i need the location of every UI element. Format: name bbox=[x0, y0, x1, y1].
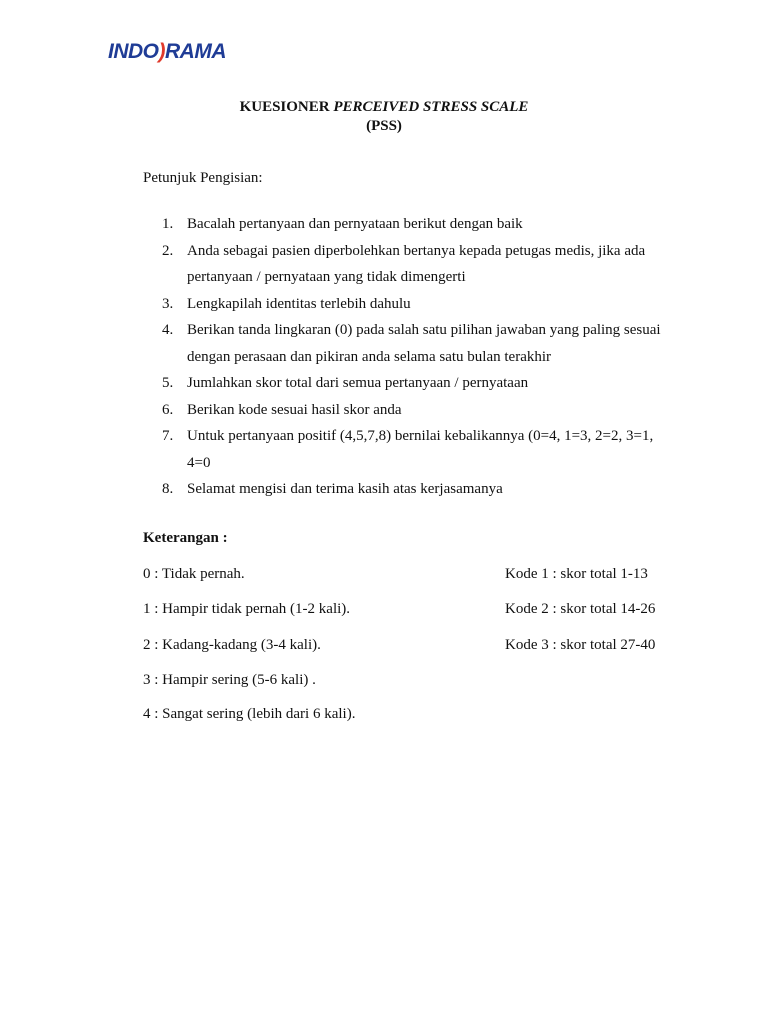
list-item-text: Anda sebagai pasien diperbolehkan bertanya kepada petugas medis, jika ada pertanyaan / pernyataan yang tidak dimengerti bbox=[187, 242, 646, 285]
list-item bbox=[162, 291, 662, 318]
list-item-text: Untuk pertanyaan positif (4,5,7,8) bernilai kebalikannya (0=4, 1=3, 2=2, 3=1, 4=0 bbox=[187, 428, 654, 471]
list-item-number: 8. bbox=[162, 481, 174, 497]
score-code: Kode 2 : skor total 14-26 bbox=[505, 601, 656, 617]
list-item-text: Jumlahkan skor total dari semua pertanyaan / pernyataan bbox=[187, 375, 529, 391]
list-item-text: Bacalah pertanyaan dan pernyataan berikut dengan baik bbox=[187, 216, 523, 232]
list-item bbox=[162, 476, 662, 503]
logo-text-right: RAMA bbox=[165, 40, 226, 63]
list-item-number: 5. bbox=[162, 375, 174, 391]
list-item-number: 7. bbox=[162, 428, 174, 444]
title-prefix: KUESIONER bbox=[239, 99, 334, 115]
title-italic: PERCEIVED STRESS SCALE bbox=[333, 99, 529, 115]
list-item-text: Berikan tanda lingkaran (0) pada salah satu pilihan jawaban yang paling sesuai dengan perasaan dan pikiran anda selama satu bulan terakhir bbox=[187, 322, 661, 365]
instructions-heading: Petunjuk Pengisian: bbox=[143, 170, 263, 186]
scale-item: 0 : Tidak pernah. bbox=[143, 566, 245, 582]
list-item-number: 6. bbox=[162, 401, 174, 418]
score-code: Kode 3 : skor total 27-40 bbox=[505, 637, 656, 653]
scale-item: 2 : Kadang-kadang (3-4 kali). bbox=[143, 637, 321, 653]
title-subtitle: (PSS) bbox=[366, 118, 402, 134]
title-line bbox=[0, 98, 768, 117]
score-code: Kode 1 : skor total 1-13 bbox=[505, 566, 648, 582]
logo-text-left: INDO bbox=[108, 40, 159, 63]
list-item-text: Berikan kode sesuai hasil skor anda bbox=[187, 401, 402, 418]
list-item-text: Selamat mengisi dan terima kasih atas kerjasamanya bbox=[187, 481, 503, 497]
list-item-number: 2. bbox=[162, 242, 174, 259]
indorama-logo bbox=[108, 40, 226, 64]
list-item-number: 1. bbox=[162, 216, 174, 232]
document-title bbox=[0, 98, 768, 136]
list-item-number: 4. bbox=[162, 322, 174, 338]
list-item bbox=[162, 370, 662, 397]
list-item bbox=[162, 211, 662, 238]
instructions-list bbox=[162, 211, 662, 503]
scale-item: 3 : Hampir sering (5-6 kali) . bbox=[143, 672, 316, 688]
scale-item: 4 : Sangat sering (lebih dari 6 kali). bbox=[143, 706, 356, 722]
list-item-text: Lengkapilah identitas terlebih dahulu bbox=[187, 295, 411, 312]
legend-heading: Keterangan : bbox=[143, 530, 228, 546]
list-item bbox=[162, 238, 662, 291]
list-item bbox=[162, 397, 662, 424]
list-item bbox=[162, 317, 662, 370]
scale-item: 1 : Hampir tidak pernah (1-2 kali). bbox=[143, 601, 351, 617]
list-item-number: 3. bbox=[162, 295, 174, 312]
list-item bbox=[162, 423, 662, 476]
logo-mark: ) bbox=[158, 40, 165, 63]
